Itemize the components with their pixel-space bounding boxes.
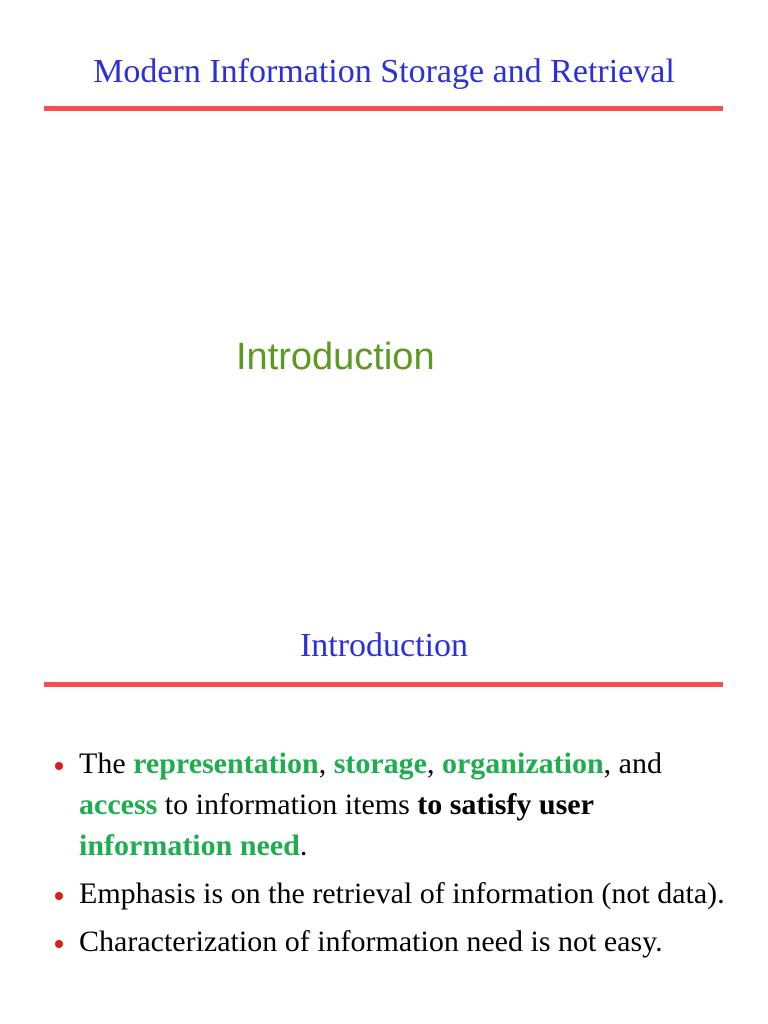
bullet-item — [0, 873, 768, 914]
bullet-text: Emphasis is on the retrieval of information (not data). — [79, 877, 725, 910]
slide-title: Modern Information Storage and Retrieval — [93, 53, 675, 90]
highlight-term: access — [79, 788, 158, 821]
bullet-item — [0, 743, 768, 866]
bullet-item — [0, 921, 768, 962]
bullet-dot-icon — [55, 762, 63, 770]
title-divider — [44, 682, 723, 687]
highlight-term: organization — [441, 747, 604, 780]
emphasis-text: to satisfy user — [417, 788, 594, 821]
bullet-text: The representation, storage, organization, and access to information items to satisfy user information need. — [79, 747, 662, 862]
highlight-term: representation — [133, 747, 319, 780]
slide-title: Introduction — [299, 627, 469, 664]
bullet-dot-icon — [55, 940, 63, 948]
bullet-dot-icon — [55, 892, 63, 900]
highlight-term: information need — [79, 829, 300, 862]
title-divider — [44, 106, 723, 111]
slide-subtitle: Introduction — [236, 336, 435, 378]
bullet-list — [0, 743, 768, 969]
bullet-text: Characterization of information need is not easy. — [79, 925, 663, 958]
highlight-term: storage — [333, 747, 427, 780]
